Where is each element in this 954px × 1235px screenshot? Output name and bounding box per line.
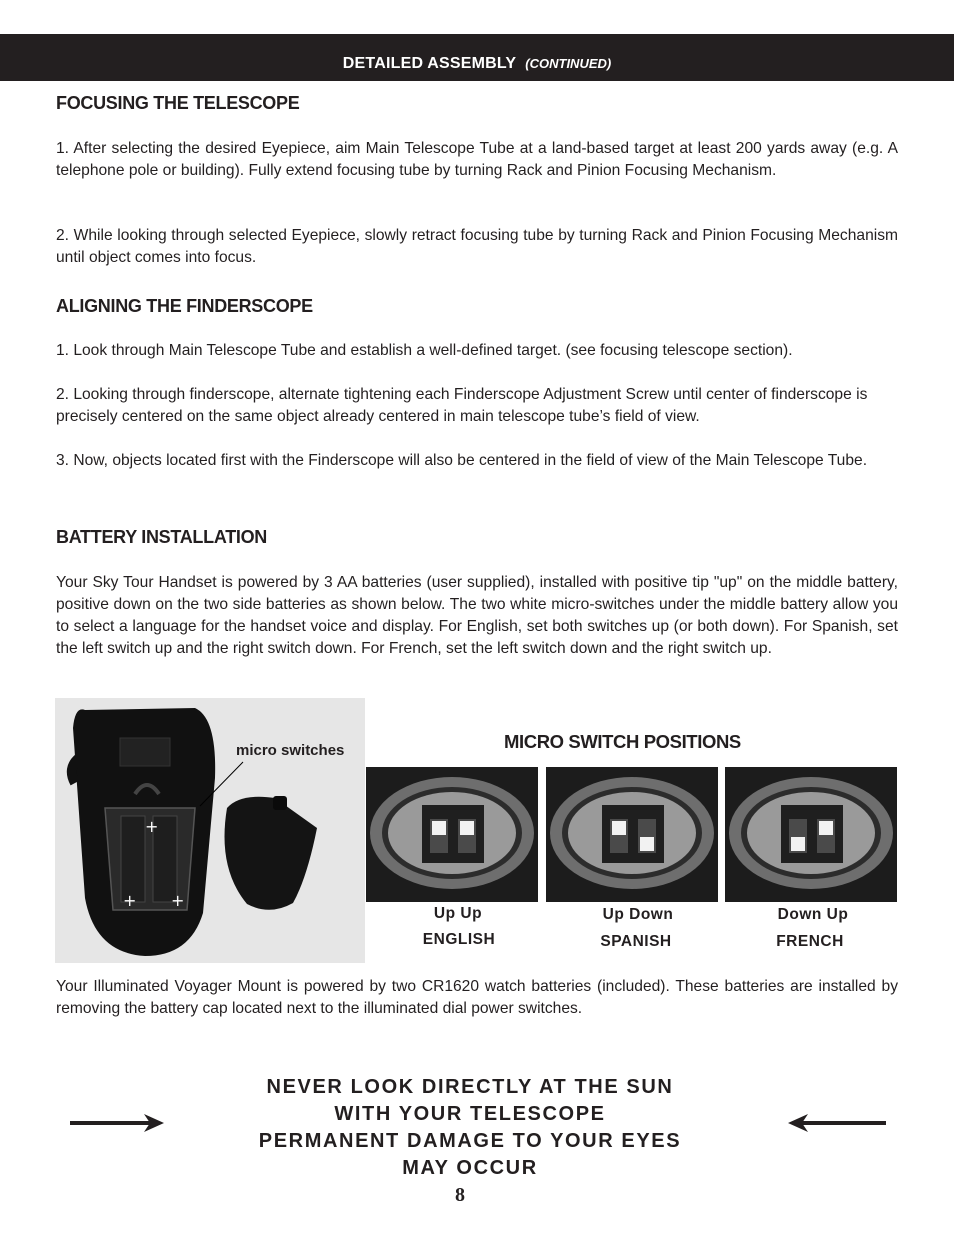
battery-title: BATTERY INSTALLATION (56, 527, 267, 547)
svg-text:+: + (171, 891, 185, 910)
sun-warning (220, 1074, 720, 1182)
battery-paragraph-1: Your Sky Tour Handset is powered by 3 AA batteries (user supplied), installed with positive tip "up" on the middle battery, positive down on the two side batteries as shown below. The two white micro-switches under the middle battery allow you to select a language for the handset voice and display. For English, set both switches up (or both down). For Spanish, set the left switch up and the right switch down. For French, set the left switch down and the right switch up. (56, 574, 898, 657)
warning-line-4: MAY OCCUR (402, 1157, 538, 1179)
svg-text:+: + (123, 891, 137, 910)
aligning-step-1: 1. Look through Main Telescope Tube and establish a well-defined target. (see focusing telescope section). (56, 342, 793, 359)
aligning-step-2: 2. Looking through finderscope, alternate tightening each Finderscope Adjustment Screw until center of finderscope is precisely centered on the same object already centered in main telescope tube’s field of view. (56, 386, 868, 425)
battery-paragraph-2: Your Illuminated Voyager Mount is powered by two CR1620 watch batteries (included). These batteries are installed by removing the battery cap located next to the illuminated dial power switches. (56, 978, 898, 1017)
micro-switch-positions-title: MICRO SWITCH POSITIONS (504, 731, 741, 752)
page-number: 8 (455, 1184, 465, 1206)
arrow-left-icon (788, 1112, 886, 1134)
aligning-step-3: 3. Now, objects located first with the Finderscope will also be centered in the field of view of the Main Telescope Tube. (56, 452, 868, 469)
switch-language-french: FRENCH (776, 933, 844, 950)
focusing-title: FOCUSING THE TELESCOPE (56, 93, 300, 113)
micro-switches-callout: micro switches (236, 742, 345, 759)
arrow-right-icon (70, 1112, 164, 1134)
header-subtitle: (CONTINUED) (525, 56, 612, 71)
warning-line-1: NEVER LOOK DIRECTLY AT THE SUN (266, 1076, 674, 1098)
switch-language-english: ENGLISH (422, 931, 496, 948)
warning-line-2: WITH YOUR TELESCOPE (334, 1103, 606, 1125)
aligning-title: ALIGNING THE FINDERSCOPE (56, 296, 313, 316)
handset-battery-photo (55, 698, 365, 963)
switch-state-french: Down Up (777, 906, 849, 923)
focusing-step-1: 1. After selecting the desired Eyepiece, aim Main Telescope Tube at a land-based target at least 200 yards away (e.g. A telephone pole or building). Fully extend focusing tube by turning Rack and Pinion Focusing Mechanism. (56, 140, 898, 179)
switch-state-spanish: Up Down (602, 906, 674, 923)
switch-language-spanish: SPANISH (600, 933, 672, 950)
switch-photo-english (366, 767, 538, 902)
section-header-bar (0, 34, 954, 81)
switch-photo-french (725, 767, 897, 902)
warning-line-3: PERMANENT DAMAGE TO YOUR EYES (258, 1130, 682, 1152)
header-title: DETAILED ASSEMBLY (342, 54, 517, 72)
focusing-step-2: 2. While looking through selected Eyepiece, slowly retract focusing tube by turning Rack and Pinion Focusing Mechanism until object comes into focus. (56, 227, 898, 266)
switch-photo-spanish (546, 767, 718, 902)
svg-text:+: + (145, 817, 159, 836)
switch-state-english: Up Up (433, 905, 483, 922)
